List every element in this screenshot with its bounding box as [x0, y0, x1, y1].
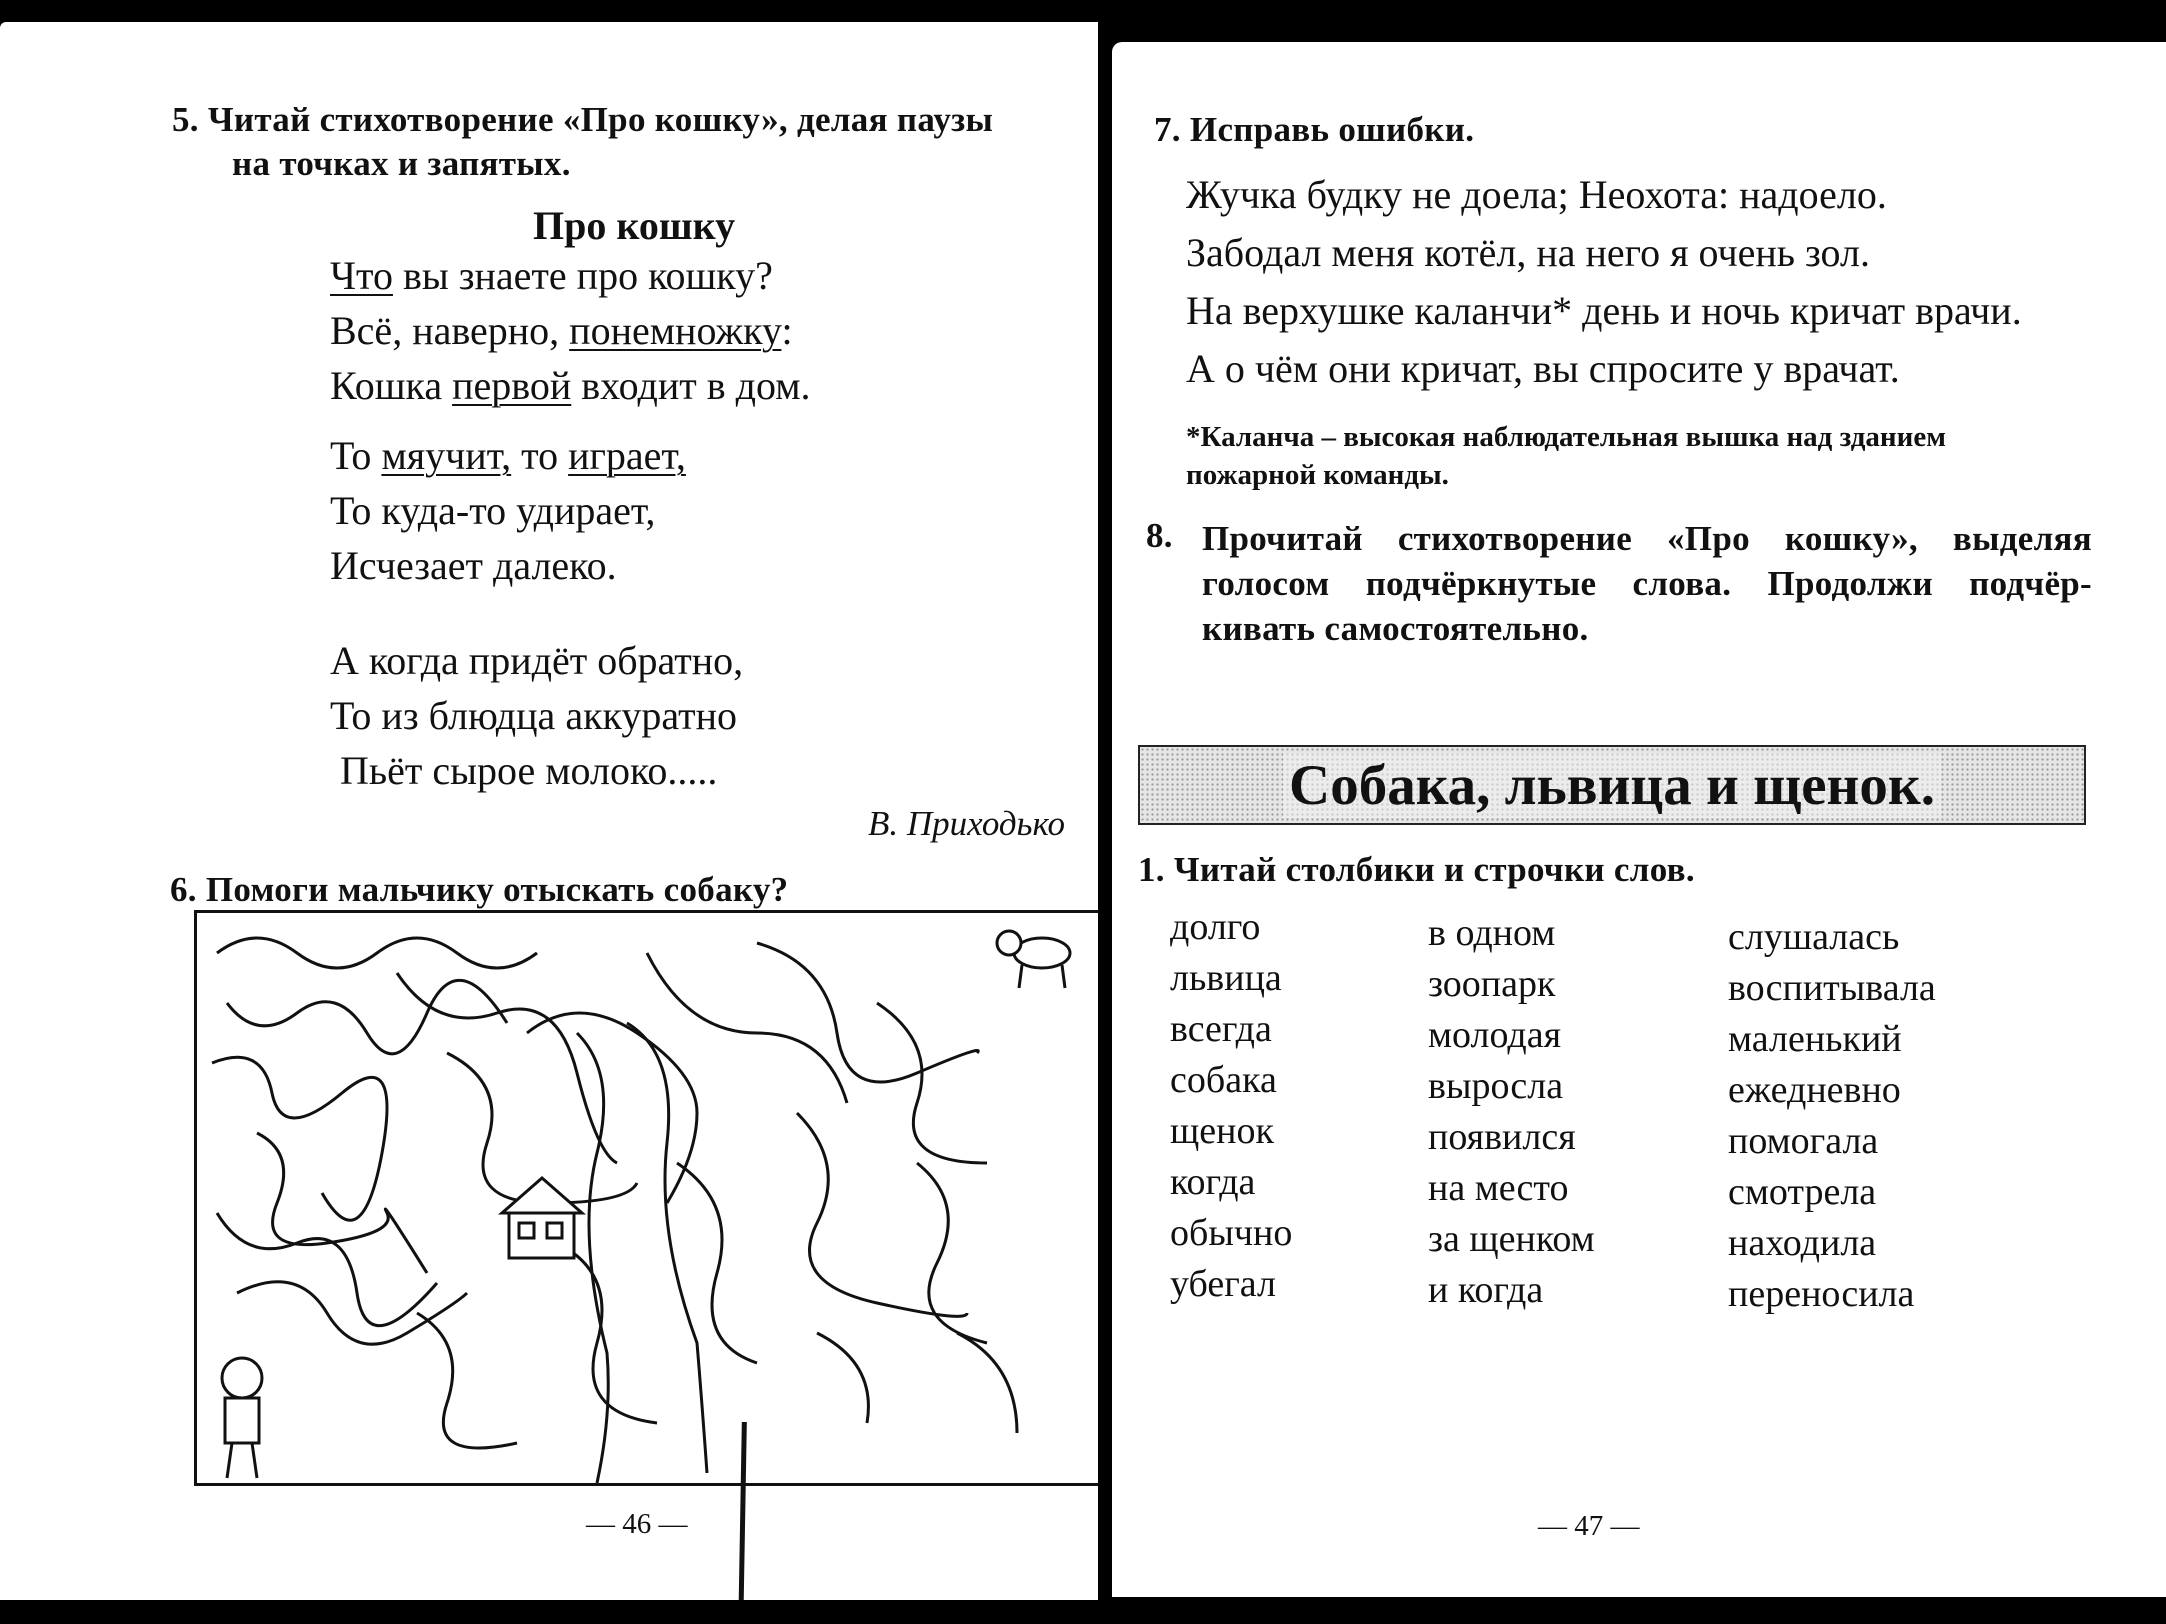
task-7-heading: 7. Исправь ошибки. [1154, 110, 1475, 149]
task-8-line-2: голосом подчёркнутые слова. Продолжи подчёр- [1202, 564, 2092, 603]
poem-line-2: Всё, наверно, понемножку: [330, 308, 793, 353]
task-7-line-1: Жучка будку не доела; Неохота: надоело. [1186, 172, 1887, 217]
underlined-word: Что [330, 253, 393, 298]
word: в одном [1428, 912, 1556, 954]
word: за щенком [1428, 1218, 1595, 1260]
word: смотрела [1728, 1171, 1877, 1213]
task-1: 1. Читай столбики и строчки слов. [1138, 850, 1695, 889]
task-7-line-3: На верхушке каланчи* день и ночь кричат врачи. [1186, 288, 2022, 333]
maze-icon [197, 913, 1098, 1489]
word: ежедневно [1728, 1069, 1901, 1111]
poem-line-5: То куда-то удирает, [330, 488, 656, 533]
word: убегал [1170, 1263, 1276, 1305]
word: щенок [1170, 1110, 1274, 1152]
word-column-1 [1170, 902, 1292, 1310]
word: переносила [1728, 1273, 1915, 1315]
task-7-text [1186, 166, 2022, 398]
word-column-3 [1728, 912, 1936, 1320]
footnote-line-2: пожарной команды. [1186, 459, 1449, 491]
task-8-line-1: Прочитай стихотворение «Про кошку», выделяя [1202, 519, 2092, 558]
word: зоопарк [1428, 963, 1556, 1005]
poem-stanza-1 [330, 248, 811, 413]
word: находила [1728, 1222, 1877, 1264]
word: собака [1170, 1059, 1277, 1101]
underlined-word: мяучит, [381, 433, 512, 478]
task-8-line-3: кивать самостоятельно. [1202, 609, 1589, 648]
word: когда [1170, 1161, 1256, 1203]
task-6: 6. Помоги мальчику отыскать собаку? [170, 870, 789, 909]
page-number-right: — 47 — [1538, 1510, 1640, 1542]
task-7-line-4: А о чём они кричат, вы спросите у врачат. [1186, 346, 1900, 391]
section-title-box [1138, 745, 2086, 825]
word: львица [1170, 957, 1282, 999]
underlined-word: первой [452, 363, 572, 408]
word-column-2 [1428, 908, 1595, 1316]
word: долго [1170, 906, 1261, 948]
word: помогала [1728, 1120, 1879, 1162]
poem-stanza-3 [330, 633, 743, 798]
word: выросла [1428, 1065, 1564, 1107]
poem-author: В. Приходько [868, 804, 1066, 843]
word: и когда [1428, 1269, 1544, 1311]
task-7-line-2: Забодал меня котёл, на него я очень зол. [1186, 230, 1870, 275]
left-page [0, 22, 1098, 1600]
poem-line-4: То мяучит, то играет, [330, 433, 686, 478]
word: воспитывала [1728, 967, 1936, 1009]
poem-line-9: Пьёт сырое молоко..... [340, 748, 718, 793]
underlined-word: играет, [568, 433, 686, 478]
right-page [1112, 42, 2166, 1597]
task-5-line-2: на точках и запятых. [232, 144, 571, 183]
word: всегда [1170, 1008, 1272, 1050]
underlined-word: понемножку [569, 308, 782, 353]
poem-line-7: А когда придёт обратно, [330, 638, 744, 683]
poem-line-6: Исчезает далеко. [330, 543, 617, 588]
footnote-line-1: *Каланча – высокая наблюдательная вышка над зданием [1186, 421, 1946, 453]
word: слушалась [1728, 916, 1900, 958]
maze-illustration [194, 910, 1098, 1486]
poem-stanza-2 [330, 428, 686, 593]
poem-title: Про кошку [533, 203, 736, 248]
footnote [1186, 418, 1946, 494]
task-8-number: 8. [1146, 516, 1173, 555]
poem-line-8: То из блюдца аккуратно [330, 693, 737, 738]
word: маленький [1728, 1018, 1902, 1060]
word: обычно [1170, 1212, 1293, 1254]
poem-line-3: Кошка первой входит в дом. [330, 363, 811, 408]
word: появился [1428, 1116, 1576, 1158]
poem-line-1: Что вы знаете про кошку? [330, 253, 773, 298]
task-8-text [1202, 516, 2092, 651]
page-number-left: — 46 — [586, 1508, 688, 1540]
word: молодая [1428, 1014, 1562, 1056]
word: на место [1428, 1167, 1569, 1209]
task-5-line-1: 5. Читай стихотворение «Про кошку», делая паузы [172, 100, 994, 139]
section-title: Собака, львица и щенок. [1283, 753, 1941, 818]
